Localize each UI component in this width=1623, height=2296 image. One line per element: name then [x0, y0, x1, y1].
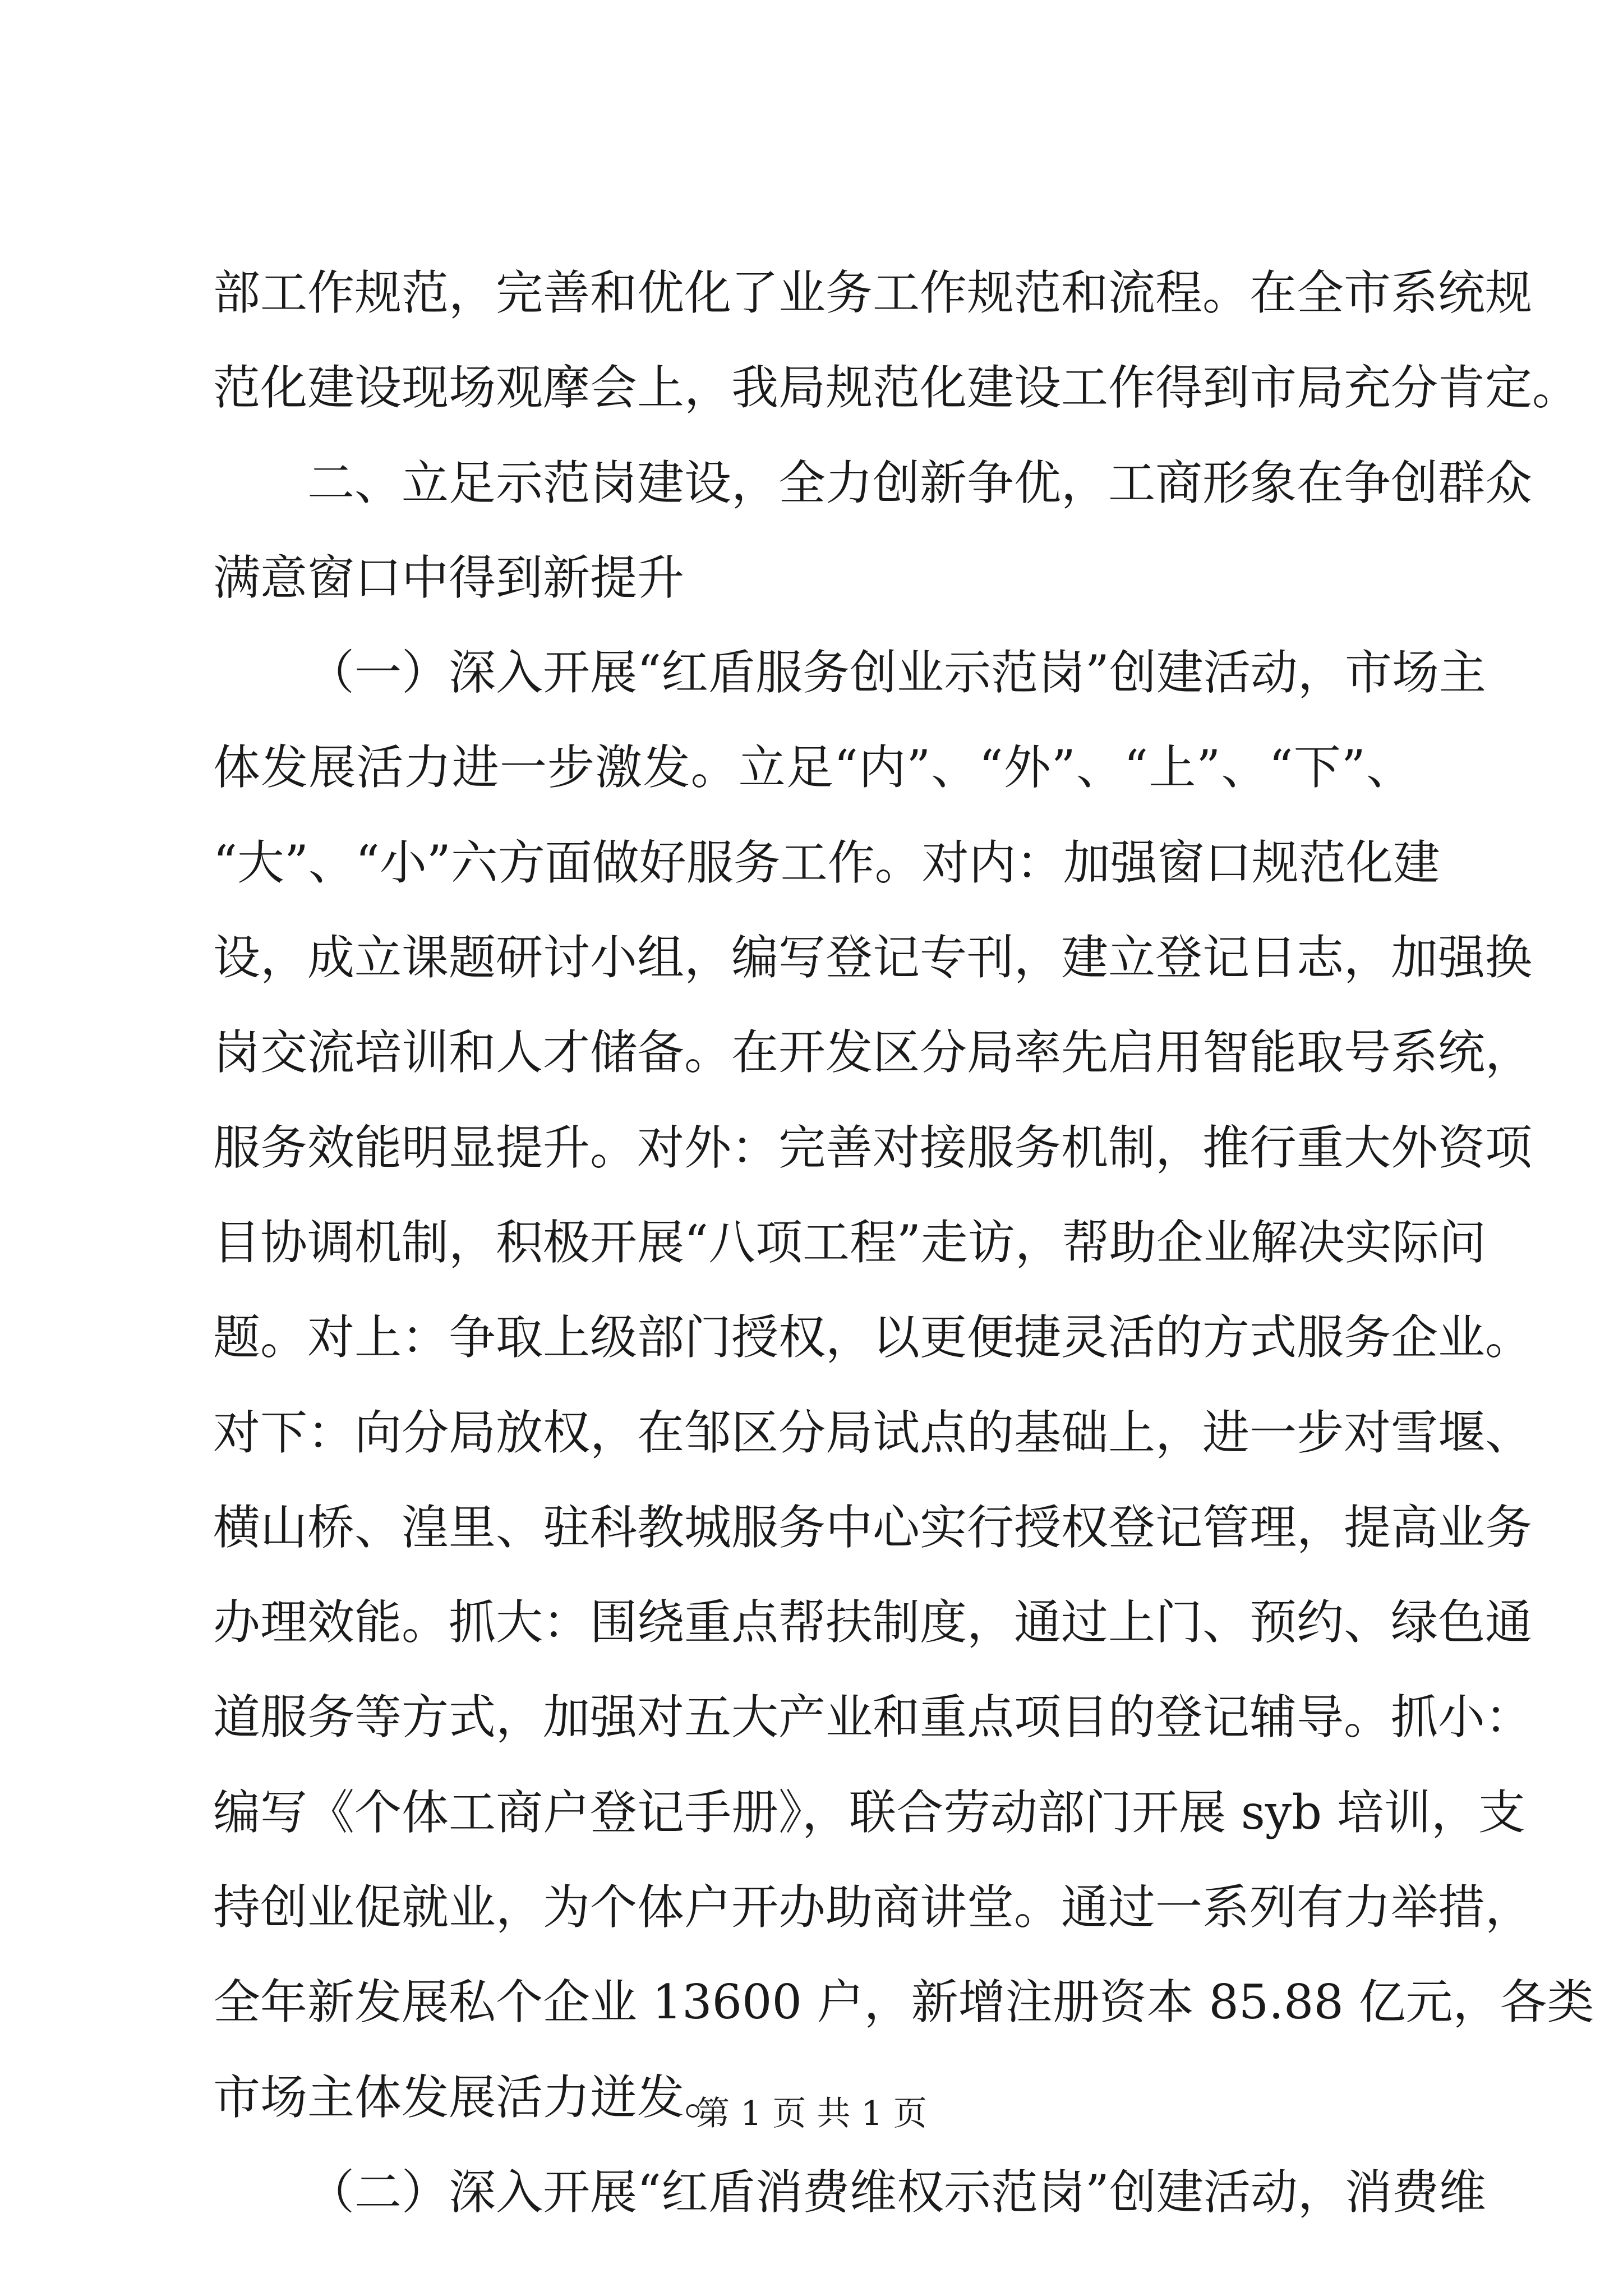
text-line: 道服务等方式，加强对五大产业和重点项目的登记辅导。抓小：	[213, 1690, 1533, 1745]
text-line: 部工作规范，完善和优化了业务工作规范和流程。在全市系统规	[213, 265, 1533, 320]
text-line: 对下：向分局放权，在邹区分局试点的基础上，进一步对雪堰、	[213, 1405, 1533, 1460]
text-line: 编写《个体工商户登记手册》，联合劳动部门开展 syb 培训，支	[213, 1784, 1525, 1840]
text-line: 持创业促就业，为个体户开办助商讲堂。通过一系列有力举措，	[213, 1880, 1533, 1935]
text-line: 市场主体发展活力迸发。	[213, 2069, 732, 2125]
paragraph-start-line: （一）深入开展“红盾服务创业示范岗”创建活动，市场主	[307, 645, 1486, 701]
text-line: 目协调机制，积极开展“八项工程”走访，帮助企业解决实际问	[213, 1214, 1486, 1270]
text-line: 服务效能明显提升。对外：完善对接服务机制，推行重大外资项	[213, 1120, 1533, 1175]
text-line: 全年新发展私个企业 13600 户，新增注册资本 85.88 亿元，各类	[213, 1975, 1594, 2030]
text-line: 横山桥、湟里、驻科教城服务中心实行授权登记管理，提高业务	[213, 1499, 1533, 1555]
paragraph-start-line: （二）深入开展“红盾消费维权示范岗”创建活动，消费维	[307, 2164, 1486, 2220]
text-line: 体发展活力进一步激发。立足“内”、“外”、“上”、“下”、	[213, 740, 1413, 795]
page-footer: 第 1 页 共 1 页	[696, 2094, 927, 2133]
text-line: 设，成立课题研讨小组，编写登记专刊，建立登记日志，加强换	[213, 930, 1533, 986]
text-line: 范化建设现场观摩会上，我局规范化建设工作得到市局充分肯定。	[213, 360, 1580, 416]
text-line: “大”、“小”六方面做好服务工作。对内：加强窗口规范化建	[213, 835, 1440, 890]
text-line: 题。对上：争取上级部门授权，以更便捷灵活的方式服务企业。	[213, 1310, 1533, 1365]
section-heading-line: 二、立足示范岗建设，全力创新争优，工商形象在争创群众	[307, 455, 1533, 510]
document-body	[213, 265, 1594, 2263]
section-heading-line: 满意窗口中得到新提升	[213, 550, 685, 605]
text-line: 岗交流培训和人才储备。在开发区分局率先启用智能取号系统，	[213, 1025, 1533, 1080]
text-line: 办理效能。抓大：围绕重点帮扶制度，通过上门、预约、绿色通	[213, 1595, 1533, 1650]
